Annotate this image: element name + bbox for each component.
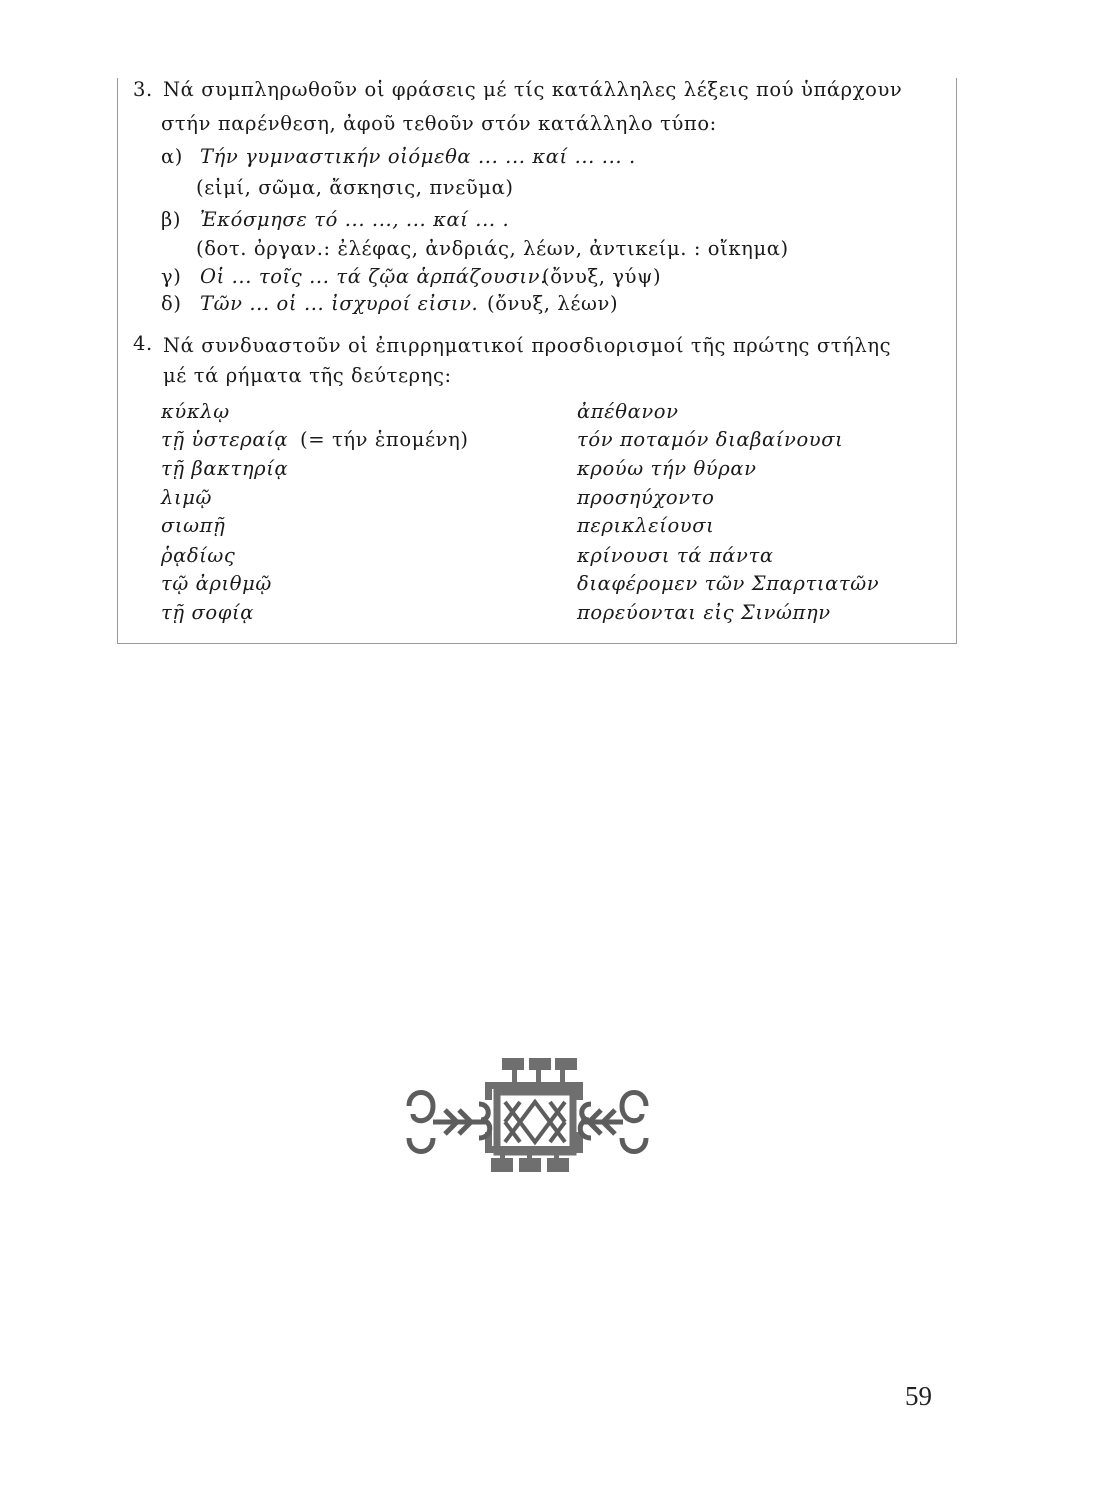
exercise4-instruction: μέ τά ρήματα τῆς δεύτερης:: [163, 364, 452, 387]
exercise4-number: 4.: [133, 332, 153, 355]
item-marker: δ): [161, 292, 182, 315]
exercise3-instruction: στήν παρένθεση, ἀφοῦ τεθοῦν στόν κατάλληλο τύπο:: [161, 112, 717, 135]
right-column-item: περικλείουσι: [577, 514, 715, 537]
exercise3-instruction: Νά συμπληρωθοῦν οἱ φράσεις μέ τίς κατάλληλες λέξεις πού ὑπάρχουν: [163, 78, 903, 101]
item-marker: α): [161, 145, 183, 168]
left-column-item: τῇ σοφίᾳ: [161, 601, 254, 624]
left-column-item: κύκλῳ: [161, 400, 230, 423]
right-column-item: τόν ποταμόν διαβαίνουσι: [577, 428, 844, 451]
left-column-item: τῇ βακτηρίᾳ: [161, 457, 289, 480]
sentence-text: Τῶν ... οἱ ... ἰσχυροί εἰσιν.: [200, 292, 479, 315]
left-column-item: τῷ ἀριθμῷ: [161, 572, 272, 595]
page-number: 59: [905, 1381, 932, 1411]
sentence-text: Τήν γυμναστικήν οἰόμεθα ... ... καί ... ... .: [200, 145, 636, 168]
item-marker: γ): [161, 265, 182, 288]
right-column-item: διαφέρομεν τῶν Σπαρτιατῶν: [577, 572, 880, 595]
right-column-item: προσηύχοντο: [577, 486, 715, 509]
hint-text: (εἰμί, σῶμα, ἄσκησις, πνεῦμα): [196, 176, 514, 199]
hint-text: (ὄνυξ, λέων): [487, 292, 619, 315]
sentence-text: Οἱ ... τοῖς ... τά ζῷα ἁρπάζουσιν.: [200, 265, 547, 288]
left-column-item: λιμῷ: [161, 486, 212, 509]
left-column-gloss: (= τήν ἑπομένη): [300, 428, 469, 451]
decorative-folk-ornament: [405, 1058, 650, 1173]
exercise3-number: 3.: [133, 78, 153, 101]
exercise4-instruction: Νά συνδυαστοῦν οἱ ἐπιρρηματικοί προσδιορισμοί τῆς πρώτης στήλης: [163, 334, 892, 357]
hint-text: (δοτ. ὀργαν.: ἐλέφας, ἀνδριάς, λέων, ἀντικείμ. : οἴκημα): [196, 237, 789, 260]
sentence-text: Ἐκόσμησε τό ... ..., ... καί ... .: [200, 208, 510, 231]
item-marker: β): [161, 208, 182, 231]
left-column-item: ῥᾳδίως: [161, 544, 236, 567]
right-column-item: κρούω τήν θύραν: [577, 457, 757, 480]
left-column-item: τῇ ὑστεραίᾳ: [161, 428, 289, 451]
left-column-item: σιωπῇ: [161, 514, 226, 537]
hint-text: (ὄνυξ, γύψ): [542, 265, 662, 288]
right-column-item: ἀπέθανον: [577, 400, 679, 423]
right-column-item: κρίνουσι τά πάντα: [577, 544, 774, 567]
right-column-item: πορεύονται εἰς Σινώπην: [577, 601, 831, 624]
